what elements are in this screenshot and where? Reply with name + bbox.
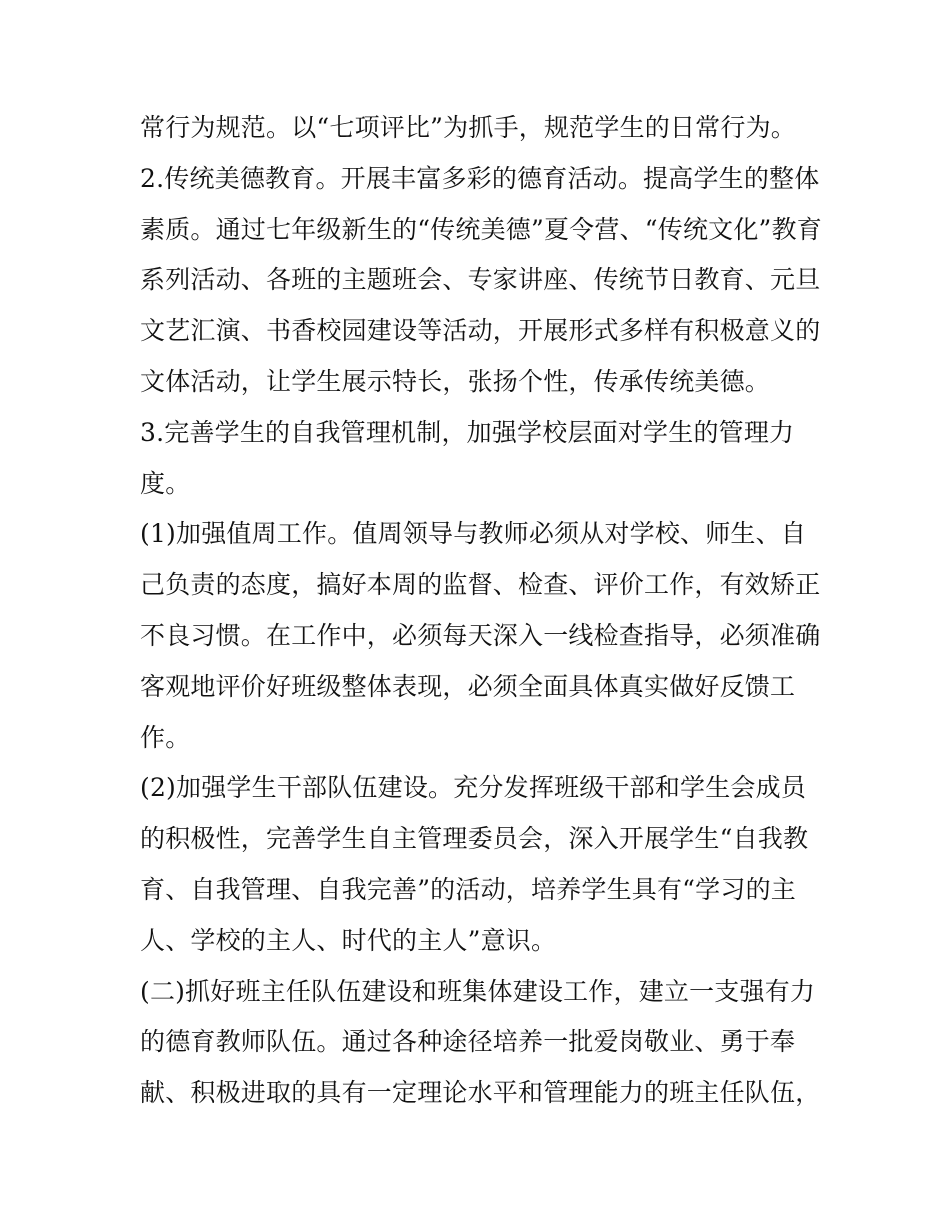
text-line: 的德育教师队伍。通过各种途径培养一批爱岗敬业、勇于奉 [140, 1027, 796, 1057]
text-line: 度。 [140, 468, 191, 498]
text-line: 客观地评价好班级整体表现，必须全面具体真实做好反馈工 [140, 671, 796, 701]
text-line: 素质。通过七年级新生的“传统美德”夏令营、“传统文化”教育 [140, 214, 822, 244]
text-line: 3.完善学生的自我管理机制，加强学校层面对学生的管理力 [140, 417, 795, 447]
text-line: 献、积极进取的具有一定理论水平和管理能力的班主任队伍， [140, 1078, 821, 1108]
text-line: 系列活动、各班的主题班会、专家讲座、传统节日教育、元旦 [140, 265, 821, 295]
document-body [140, 103, 820, 1119]
text-line: 作。 [140, 722, 191, 752]
text-line: 常行为规范。以“七项评比”为抓手，规范学生的日常行为。 [140, 113, 796, 142]
text-line: 育、自我管理、自我完善”的活动，培养学生具有“学习的主 [140, 874, 796, 904]
text-line: 的积极性，完善学生自主管理委员会，深入开展学生“自我教 [140, 824, 809, 854]
text-line: (2)加强学生干部队伍建设。充分发挥班级干部和学生会成员 [140, 773, 807, 803]
text-line: (1)加强值周工作。值周领导与教师必须从对学校、师生、自 [140, 519, 807, 549]
text-line: (二)抓好班主任队伍建设和班集体建设工作，建立一支强有力 [140, 976, 816, 1006]
text-line: 文艺汇演、书香校园建设等活动，开展形式多样有积极意义的 [140, 316, 821, 346]
text-line: 己负责的态度，搞好本周的监督、检查、评价工作，有效矫正 [140, 570, 821, 600]
text-line: 2.传统美德教育。开展丰富多彩的德育活动。提高学生的整体 [140, 163, 820, 193]
text-line: 文体活动，让学生展示特长，张扬个性，传承传统美德。 [140, 366, 771, 396]
text-line: 人、学校的主人、时代的主人”意识。 [140, 925, 557, 955]
text-line: 不良习惯。在工作中，必须每天深入一线检查指导，必须准确 [140, 620, 821, 650]
